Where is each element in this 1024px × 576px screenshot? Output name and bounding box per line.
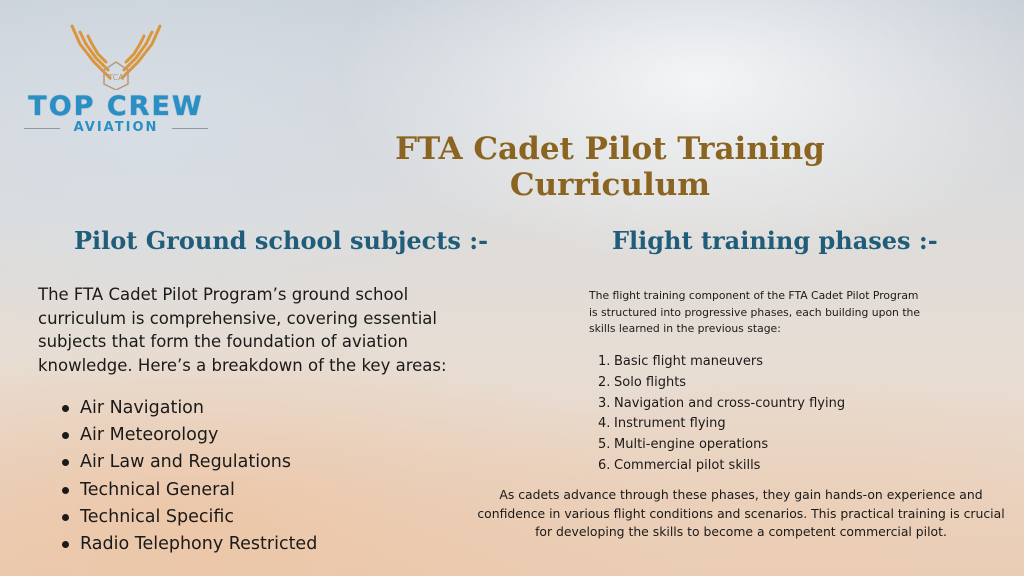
phase-label: Navigation and cross-country flying xyxy=(614,395,846,411)
flight-training-outro: As cadets advance through these phases, they gain hands-on experience and confidence in various flight conditions and scenarios. This practical training is crucial for developing the skills to become a competent commercial pilot. xyxy=(477,487,1005,539)
company-logo xyxy=(18,18,214,138)
bullet-icon xyxy=(62,541,69,548)
list-item xyxy=(62,422,317,449)
bullet-icon xyxy=(62,405,69,412)
subject-label: Air Law and Regulations xyxy=(80,452,291,473)
list-item xyxy=(598,394,845,415)
phase-number: 3. xyxy=(598,395,611,411)
brand-name-bottom: AVIATION xyxy=(73,120,159,135)
phase-label: Solo flights xyxy=(614,374,687,390)
phase-number: 6. xyxy=(598,457,611,473)
bullet-icon xyxy=(62,514,69,521)
list-item xyxy=(598,456,845,477)
subject-label: Technical Specific xyxy=(80,506,235,527)
phase-number: 5. xyxy=(598,437,611,453)
subject-label: Air Navigation xyxy=(80,398,204,418)
list-item xyxy=(62,531,317,558)
page-title: FTA Cadet Pilot Training Curriculum xyxy=(395,131,825,203)
phase-number: 2. xyxy=(598,374,611,390)
subject-label: Technical General xyxy=(80,479,235,500)
list-item xyxy=(62,395,317,422)
list-item xyxy=(62,449,317,476)
phase-label: Commercial pilot skills xyxy=(614,457,761,473)
phase-label: Basic flight maneuvers xyxy=(614,354,763,369)
list-item xyxy=(598,373,845,394)
ground-school-subject-list xyxy=(62,395,317,558)
phase-number: 1. xyxy=(598,354,611,369)
ground-school-intro: The FTA Cadet Pilot Program’s ground school curriculum is comprehensive, covering essential subjects that form the foundation of aviation knowledge. Here’s a breakdown of the key areas: xyxy=(38,285,447,375)
list-item xyxy=(62,504,317,531)
winged-emblem-icon xyxy=(66,18,166,90)
list-item xyxy=(598,352,845,373)
ground-school-heading: Pilot Ground school subjects :- xyxy=(74,226,489,255)
phase-label: Multi-engine operations xyxy=(614,437,769,453)
flight-training-heading: Flight training phases :- xyxy=(612,226,938,255)
flight-phase-list xyxy=(598,352,845,477)
flight-training-intro: The flight training component of the FTA Cadet Pilot Program is structured into progressive phases, each building upon the skills learned in the previous stage: xyxy=(589,289,921,335)
bullet-icon xyxy=(62,459,69,466)
bullet-icon xyxy=(62,432,69,439)
list-item xyxy=(62,477,317,504)
subject-label: Air Meteorology xyxy=(80,425,219,446)
phase-label: Instrument flying xyxy=(614,416,726,432)
emblem-text: TCA xyxy=(108,73,124,82)
list-item xyxy=(598,435,845,456)
subject-label: Radio Telephony Restricted xyxy=(80,534,318,555)
phase-number: 4. xyxy=(598,416,611,432)
divider-right xyxy=(172,128,208,129)
list-item xyxy=(598,414,845,435)
bullet-icon xyxy=(62,487,69,494)
brand-name-top: TOP CREW xyxy=(28,91,204,122)
